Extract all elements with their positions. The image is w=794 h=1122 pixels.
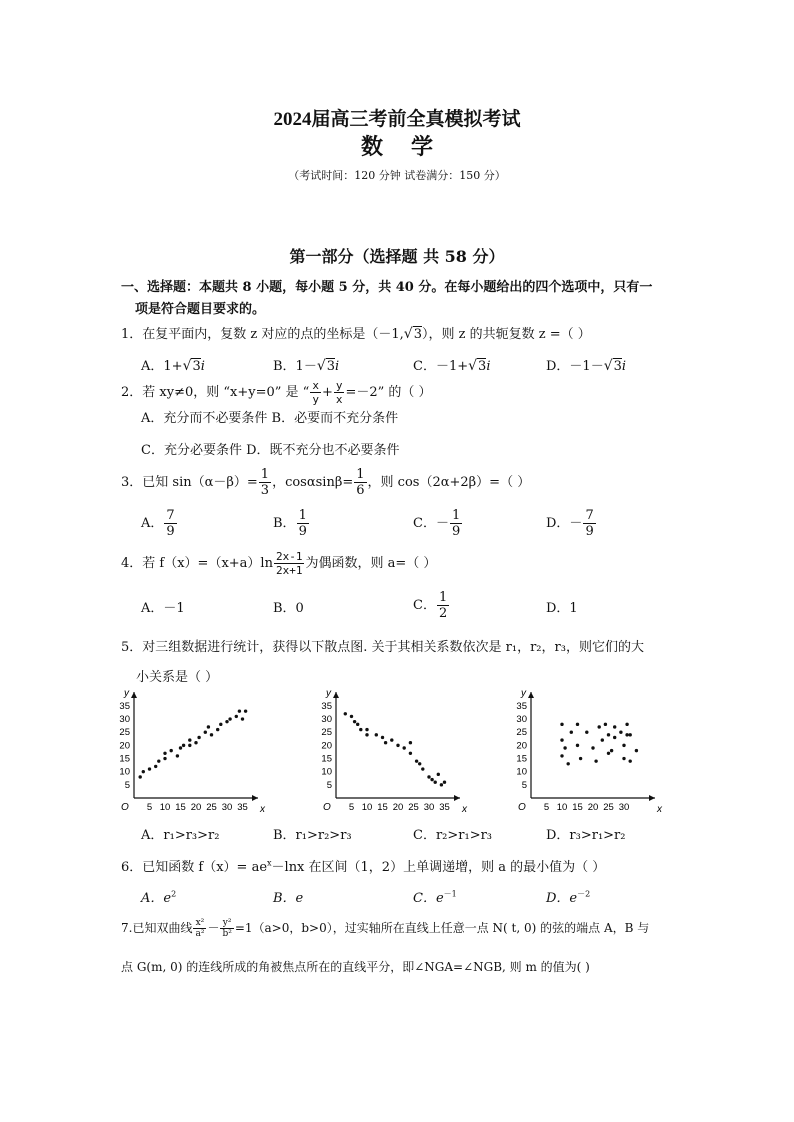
q2-stem-a: 2．若 xy≠0，则 “x+y=0” 是 “ <box>121 385 310 400</box>
data-point <box>204 731 207 734</box>
q2-f1-n: x <box>312 379 319 392</box>
data-point <box>430 778 433 781</box>
origin-label: O <box>323 802 331 813</box>
q3-a-d: 9 <box>166 524 175 539</box>
data-point <box>163 757 166 760</box>
q6-option-d[interactable] <box>546 887 590 906</box>
q3-frac2 <box>354 467 366 498</box>
data-point <box>613 736 616 739</box>
q2-stem <box>121 379 432 406</box>
data-point <box>409 741 412 744</box>
q2-frac1 <box>310 379 321 406</box>
q7-stem-b: =1（a>0，b>0），过实轴所在直线上任意一点 N( t, 0) 的弦的端点 A，B 与 <box>234 921 650 935</box>
q1-option-a[interactable] <box>141 355 205 374</box>
q7-minus: － <box>207 921 220 935</box>
origin-label: O <box>121 802 129 813</box>
data-point <box>365 728 368 731</box>
scatter-plot-1 <box>108 686 273 818</box>
y-tick-label: 25 <box>321 727 332 739</box>
q2-options-ab[interactable]: A．充分而不必要条件 B．必要而不充分条件 <box>141 411 399 426</box>
q3-c-d: 9 <box>451 524 461 539</box>
data-point <box>560 738 563 741</box>
x-tick-label: 5 <box>348 802 355 813</box>
section1-line2: 项是符合题目要求的。 <box>135 302 266 317</box>
data-point <box>613 725 616 728</box>
q1-c-rad: 3 <box>478 359 487 374</box>
y-tick-label: 30 <box>119 714 130 726</box>
y-axis-arrow-icon <box>528 692 534 698</box>
q3-option-d[interactable] <box>546 508 597 539</box>
x-tick-label: 5 <box>146 802 153 813</box>
data-point <box>163 752 166 755</box>
data-point <box>197 736 200 739</box>
q1-d-rad: 3 <box>613 359 622 374</box>
q4-stem <box>121 550 436 577</box>
data-point <box>157 759 160 762</box>
y-tick-label: 10 <box>119 766 130 778</box>
q1-c-end: i <box>486 359 491 374</box>
q6-option-c[interactable] <box>413 887 457 906</box>
q6-d-sup: －2 <box>577 889 591 899</box>
q7-f2-d: b² <box>222 929 232 939</box>
data-point <box>635 749 638 752</box>
q7-stem-a: 7.已知双曲线 <box>121 921 193 935</box>
x-tick-label: 10 <box>361 802 373 813</box>
x-tick-label: 30 <box>221 802 233 813</box>
q3-b-text: B． <box>273 516 296 531</box>
q2-options-cd[interactable]: C．充分必要条件 D．既不充分也不必要条件 <box>141 443 400 458</box>
data-point <box>604 723 607 726</box>
data-point <box>594 759 597 762</box>
x-axis-label: x <box>462 804 467 815</box>
x-tick-label: 15 <box>572 802 583 813</box>
q4-f-d: 2x+1 <box>275 564 303 577</box>
data-point <box>625 723 628 726</box>
data-point <box>591 746 594 749</box>
data-point <box>139 775 142 778</box>
q4-c-n: 1 <box>438 590 448 605</box>
q6-option-a[interactable] <box>141 887 176 906</box>
q7-f1-n: x² <box>193 918 206 929</box>
q1-a-end: i <box>200 359 205 374</box>
q3-c-frac <box>450 508 462 539</box>
y-axis-arrow-icon <box>131 692 137 698</box>
data-point <box>629 759 632 762</box>
x-tick-label: 20 <box>392 802 404 813</box>
data-point <box>427 775 430 778</box>
y-axis-arrow-icon <box>333 692 339 698</box>
y-tick-label: 20 <box>321 740 332 752</box>
data-point <box>437 773 440 776</box>
x-tick-label: 25 <box>408 802 419 813</box>
data-point <box>418 762 421 765</box>
data-point <box>176 754 179 757</box>
data-point <box>210 733 213 736</box>
q1-option-c[interactable] <box>413 355 491 374</box>
x-tick-label: 35 <box>237 802 248 813</box>
subject-title: 数学 <box>360 134 461 159</box>
q1-stem-rad: 3 <box>413 327 422 342</box>
q3-stem <box>121 467 530 498</box>
data-point <box>440 783 443 786</box>
data-point <box>622 757 625 760</box>
q2-f2-d: x <box>335 393 343 406</box>
data-point <box>607 733 610 736</box>
data-point <box>409 752 412 755</box>
y-tick-label: 15 <box>119 753 130 765</box>
q2-plus: + <box>321 385 333 400</box>
data-point <box>576 744 579 747</box>
q3-f1-n: 1 <box>260 467 270 482</box>
y-tick-label: 15 <box>516 753 527 765</box>
q4-frac <box>274 550 305 577</box>
q4-option-a[interactable]: A．－1 <box>141 601 185 616</box>
q6-d-text: D．e <box>546 891 578 906</box>
data-point <box>601 738 604 741</box>
q3-option-c[interactable] <box>413 508 463 539</box>
data-point <box>148 767 151 770</box>
data-point <box>154 765 157 768</box>
x-tick-label: 25 <box>206 802 217 813</box>
y-tick-label: 30 <box>516 714 527 726</box>
q3-b-d: 9 <box>298 524 307 539</box>
q1-stem-a: 1．在复平面内，复数 z 对应的点的坐标是（－1, <box>121 327 404 342</box>
data-point <box>235 715 238 718</box>
y-tick-label: 20 <box>516 740 527 752</box>
data-point <box>570 731 573 734</box>
x-tick-label: 25 <box>603 802 614 813</box>
data-point <box>585 731 588 734</box>
data-point <box>598 725 601 728</box>
q3-f1-d: 3 <box>260 483 270 498</box>
q3-d-d: 9 <box>585 524 594 539</box>
q3-b-n: 1 <box>298 508 307 523</box>
data-point <box>188 744 191 747</box>
data-point <box>396 744 399 747</box>
y-tick-label: 35 <box>516 700 527 712</box>
q6-c-sup: －1 <box>443 889 457 899</box>
sqrt-icon: √ <box>316 358 326 374</box>
q4-stem-b: 为偶函数，则 a=（ ） <box>305 556 437 571</box>
q6-c-text: C．e <box>413 891 444 906</box>
q1-b-end: i <box>335 359 340 374</box>
data-point <box>560 754 563 757</box>
data-point <box>219 723 222 726</box>
y-tick-label: 35 <box>321 700 332 712</box>
q3-option-b[interactable] <box>273 508 310 539</box>
x-tick-label: 35 <box>439 802 450 813</box>
q3-d-text: D．－ <box>546 516 583 531</box>
x-tick-label: 30 <box>423 802 435 813</box>
data-point <box>607 752 610 755</box>
q5-option-b[interactable]: B．r₁>r₂>r₃ <box>273 828 352 843</box>
q5-option-a[interactable]: A．r₁>r₃>r₂ <box>141 828 220 843</box>
q6-option-b[interactable] <box>273 887 303 906</box>
q4-c-d: 2 <box>438 606 448 621</box>
data-point <box>188 738 191 741</box>
sqrt-icon: √ <box>603 358 613 374</box>
data-point <box>350 715 353 718</box>
q2-stem-b: =－2” 的（ ） <box>345 385 432 400</box>
q7-frac1 <box>193 918 206 939</box>
data-point <box>384 741 387 744</box>
q3-option-a[interactable] <box>141 508 178 539</box>
x-axis-arrow-icon <box>649 795 655 801</box>
data-point <box>579 757 582 760</box>
x-tick-label: 20 <box>190 802 202 813</box>
y-tick-label: 25 <box>119 727 130 739</box>
q6-stem-a: 6．已知函数 f（x）= ae <box>121 860 268 875</box>
data-point <box>353 720 356 723</box>
y-tick-label: 15 <box>321 753 332 765</box>
q4-stem-a: 4．若 f（x）=（x+a）ln <box>121 556 273 571</box>
x-axis-arrow-icon <box>252 795 258 801</box>
section1-line1: 一、选择题：本题共 8 小题，每小题 5 分，共 40 分。在每小题给出的四个选项中，只有一 <box>121 280 653 295</box>
x-tick-label: 15 <box>175 802 186 813</box>
q7-line2: 点 G(m, 0) 的连线所成的角被焦点所在的直线平分，即∠NGA=∠NGB, 则 m 的值为( ) <box>121 960 590 974</box>
data-point <box>375 733 378 736</box>
data-point <box>170 749 173 752</box>
x-tick-label: 20 <box>587 802 599 813</box>
x-axis-label: x <box>260 804 265 815</box>
q5-stem-line2: 小关系是（ ） <box>136 670 219 685</box>
q6-stem <box>121 856 605 875</box>
data-point <box>390 738 393 741</box>
q4-option-d[interactable]: D．1 <box>546 601 578 616</box>
y-tick-label: 10 <box>321 766 332 778</box>
x-tick-label: 10 <box>159 802 171 813</box>
data-point <box>244 709 247 712</box>
scatter-plot-3 <box>505 686 670 818</box>
data-point <box>567 762 570 765</box>
q1-stem <box>121 323 591 342</box>
data-point <box>563 746 566 749</box>
q4-f-n: 2x-1 <box>275 550 303 563</box>
data-point <box>228 717 231 720</box>
q3-frac1 <box>259 467 271 498</box>
q6-a-text: A．e <box>141 891 172 906</box>
q7-f1-d: a² <box>195 929 205 939</box>
y-axis-label: y <box>521 688 526 699</box>
q5-option-c[interactable]: C．r₂>r₁>r₃ <box>413 828 493 843</box>
data-point <box>629 733 632 736</box>
data-point <box>194 741 197 744</box>
q3-c-n: 1 <box>451 508 461 523</box>
y-axis-label: y <box>124 688 129 699</box>
data-point <box>403 746 406 749</box>
q1-option-b[interactable] <box>273 355 339 374</box>
q6-a-sup: 2 <box>171 889 177 899</box>
x-tick-label: 10 <box>556 802 568 813</box>
sqrt-icon: √ <box>468 358 478 374</box>
q3-a-frac <box>164 508 176 539</box>
q6-stem-b: －lnx 在区间（1，2）上单调递增，则 a 的最小值为（ ） <box>271 860 606 875</box>
data-point <box>238 709 241 712</box>
q5-option-d[interactable]: D．r₃>r₁>r₂ <box>546 828 626 843</box>
q1-b-rad: 3 <box>326 359 336 374</box>
q1-a-text: A．1+ <box>141 359 183 374</box>
sqrt-icon: √ <box>403 326 413 342</box>
data-point <box>610 749 613 752</box>
data-point <box>182 744 185 747</box>
q3-stem-a: 3．已知 sin（α－β）= <box>121 475 258 490</box>
data-point <box>622 744 625 747</box>
q7-frac2 <box>220 918 233 939</box>
y-tick-label: 5 <box>124 779 130 791</box>
q4-option-c[interactable] <box>413 590 450 621</box>
q3-f2-d: 6 <box>356 483 365 498</box>
q2-f2-n: y <box>335 379 343 392</box>
data-point <box>421 767 424 770</box>
x-axis-label: x <box>657 804 662 815</box>
x-tick-label: 30 <box>618 802 630 813</box>
y-tick-label: 25 <box>516 727 527 739</box>
data-point <box>434 781 437 784</box>
y-tick-label: 5 <box>521 779 527 791</box>
q3-c-text: C．－ <box>413 516 449 531</box>
q3-a-text: A． <box>141 516 164 531</box>
q4-c-text: C． <box>413 598 436 613</box>
q1-b-text: B．1－ <box>273 359 317 374</box>
data-point <box>179 746 182 749</box>
q2-f1-d: y <box>312 393 319 406</box>
y-tick-label: 10 <box>516 766 527 778</box>
data-point <box>625 733 628 736</box>
part1-title: 第一部分（选择题 共 58 分） <box>289 247 505 266</box>
y-tick-label: 35 <box>119 700 130 712</box>
x-tick-label: 5 <box>543 802 550 813</box>
data-point <box>619 731 622 734</box>
q3-d-n: 7 <box>585 508 594 523</box>
exam-title: 2024届高三考前全真模拟考试 <box>273 109 521 130</box>
q3-stem-b: ，则 cos（2α+2β）=（ ） <box>367 475 531 490</box>
data-point <box>443 781 446 784</box>
q3-f2-n: 1 <box>356 467 365 482</box>
y-tick-label: 30 <box>321 714 332 726</box>
q6-stem-sup: x <box>267 858 272 868</box>
q1-d-end: i <box>621 359 627 374</box>
scatter-plot-2 <box>310 686 475 818</box>
q3-b-frac <box>297 508 309 539</box>
q1-d-text: D．－1－ <box>546 359 604 374</box>
data-point <box>216 728 219 731</box>
y-tick-label: 5 <box>326 779 332 791</box>
data-point <box>576 723 579 726</box>
data-point <box>142 770 145 773</box>
q7-f2-n: y² <box>220 918 233 929</box>
q1-a-rad: 3 <box>192 359 201 374</box>
y-tick-label: 20 <box>119 740 130 752</box>
data-point <box>356 723 359 726</box>
x-tick-label: 15 <box>377 802 388 813</box>
q1-option-d[interactable] <box>546 355 626 374</box>
q3-stem-mid: ，cosαsinβ= <box>272 475 354 490</box>
data-point <box>344 712 347 715</box>
q3-a-n: 7 <box>166 508 175 523</box>
data-point <box>241 717 244 720</box>
q1-stem-b: ），则 z 的共轭复数 z =（ ） <box>422 327 591 342</box>
data-point <box>415 759 418 762</box>
q2-frac2 <box>334 379 345 406</box>
data-point <box>359 728 362 731</box>
q3-d-frac <box>583 508 595 539</box>
data-point <box>207 725 210 728</box>
sqrt-icon: √ <box>182 358 192 374</box>
data-point <box>381 736 384 739</box>
q6-b-text: B．e <box>273 891 304 906</box>
exam-info: （考试时间：120 分钟 试卷满分：150 分） <box>288 169 506 182</box>
q4-option-b[interactable]: B．0 <box>273 601 304 616</box>
q7-stem <box>121 918 649 939</box>
data-point <box>365 733 368 736</box>
q1-c-text: C．－1+ <box>413 359 469 374</box>
data-point <box>225 720 228 723</box>
x-axis-arrow-icon <box>454 795 460 801</box>
data-point <box>560 723 563 726</box>
q4-c-frac <box>437 590 449 621</box>
y-axis-label: y <box>326 688 331 699</box>
q5-stem-line1: 5．对三组数据进行统计，获得以下散点图. 关于其相关系数依次是 r₁，r₂，r₃，则它们的大 <box>121 640 644 655</box>
origin-label: O <box>518 802 526 813</box>
